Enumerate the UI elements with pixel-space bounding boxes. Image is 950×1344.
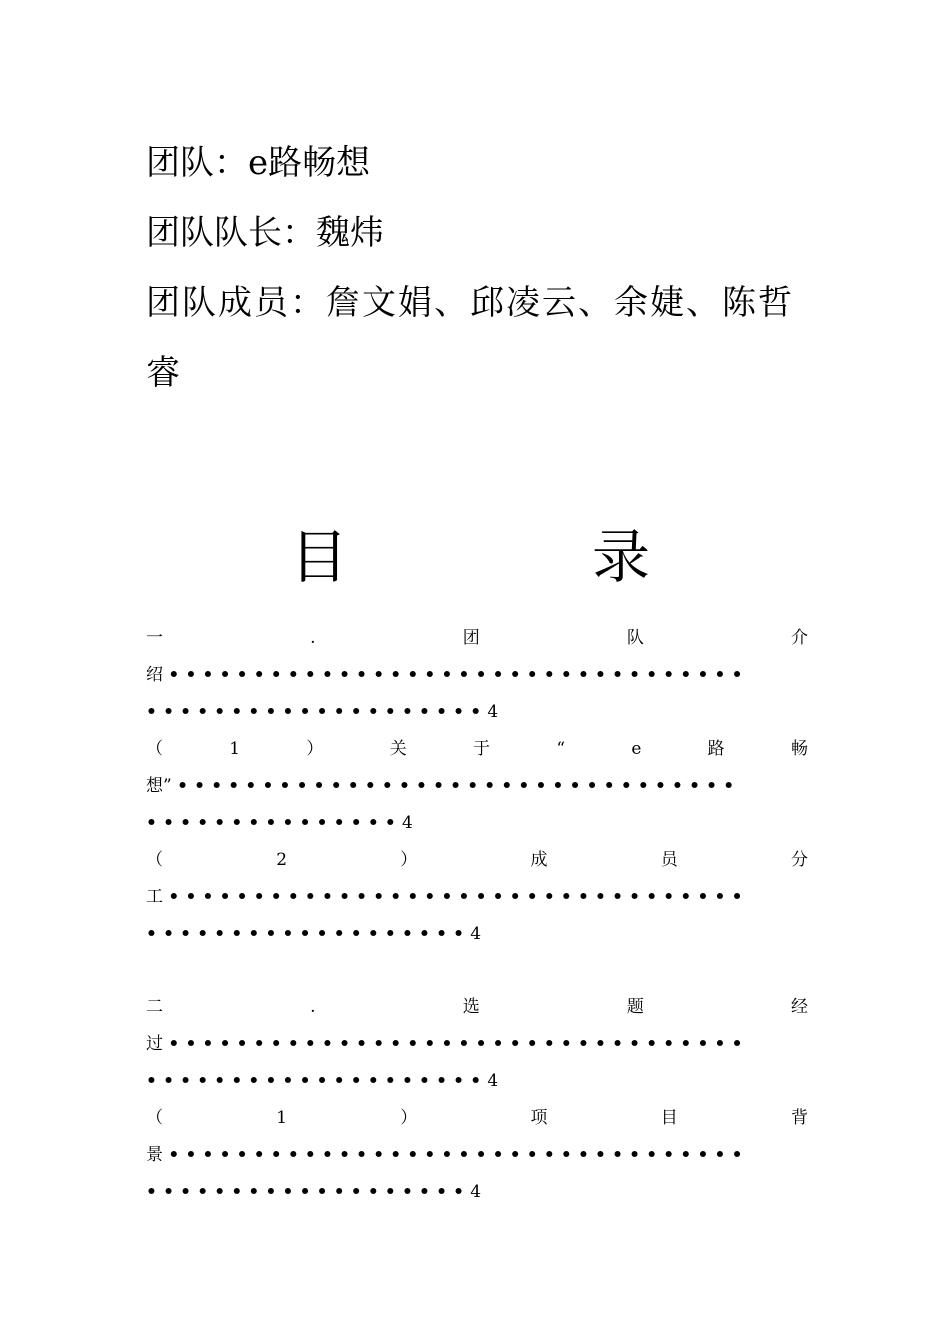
toc-entry-heading — [146, 620, 808, 657]
toc-char: ） — [306, 739, 324, 759]
toc-char: 关 — [389, 739, 407, 759]
table-of-contents — [146, 620, 808, 1211]
toc-entry-page-row — [146, 1174, 808, 1211]
toc-leader-dots: •••••••••••••••••••• — [146, 702, 488, 722]
toc-char: 2 — [276, 850, 288, 870]
toc-char: 经 — [790, 997, 808, 1017]
toc-entry-leader-row — [146, 768, 808, 805]
toc-char: 过 — [146, 1034, 163, 1054]
toc-entry-heading — [146, 989, 808, 1026]
toc-page-number: 4 — [402, 813, 413, 833]
toc-leader-dots: •••••••••••••••••••••••••••••••••• — [168, 665, 749, 685]
toc-char: 项 — [530, 1108, 548, 1128]
toc-char: e — [631, 739, 642, 759]
toc-entry-page-row — [146, 805, 808, 842]
toc-title-char-2: 录 — [591, 523, 650, 591]
toc-char: （ — [146, 1108, 163, 1128]
toc-char: 1 — [229, 739, 241, 759]
toc-leader-dots: ••••••••••••••• — [146, 813, 402, 833]
toc-leader-dots: •••••••••••••••••••••••••••••••••• — [168, 1034, 749, 1054]
toc-char: ） — [400, 850, 418, 870]
toc-entry-team-intro[interactable] — [146, 620, 808, 731]
toc-char: 题 — [626, 997, 644, 1017]
toc-entry-leader-row — [146, 879, 808, 916]
toc-leader-dots: ••••••••••••••••••••••••••••••••• — [177, 776, 741, 796]
toc-entry-topic-selection[interactable] — [146, 989, 808, 1100]
toc-entry-leader-row — [146, 1026, 808, 1063]
toc-char: 路 — [707, 739, 725, 759]
toc-char: （ — [146, 850, 163, 870]
toc-char: 成 — [530, 850, 548, 870]
team-name: 团队：e路畅想 — [146, 143, 371, 183]
toc-char: 畅 — [790, 739, 808, 759]
toc-page-number: 4 — [487, 702, 499, 722]
toc-entry-heading — [146, 731, 808, 768]
toc-leader-dots: •••••••••••••••••••• — [146, 1071, 488, 1091]
toc-title — [290, 522, 650, 592]
team-info — [146, 128, 810, 408]
toc-char: 想” — [146, 776, 172, 796]
toc-entry-leader-row — [146, 1137, 808, 1174]
toc-entry-about[interactable] — [146, 731, 808, 842]
toc-char: 景 — [146, 1145, 163, 1165]
toc-leader-dots: •••••••••••••••••••••••••••••••••• — [168, 887, 749, 907]
toc-page-number: 4 — [470, 924, 482, 944]
toc-char: 团 — [462, 628, 480, 648]
toc-char: . — [310, 628, 316, 648]
toc-entry-page-row — [146, 916, 808, 953]
toc-char: 于 — [473, 739, 491, 759]
team-leader: 团队队长：魏炜 — [146, 213, 384, 253]
toc-char: ） — [400, 1108, 418, 1128]
toc-leader-dots: •••••••••••••••••••••••••••••••••• — [168, 1145, 749, 1165]
toc-char: 介 — [790, 628, 808, 648]
toc-char: 工 — [146, 887, 163, 907]
toc-leader-dots: ••••••••••••••••••• — [146, 1182, 471, 1202]
toc-char: 1 — [276, 1108, 288, 1128]
toc-char: 背 — [791, 1108, 808, 1128]
toc-char: 员 — [660, 850, 678, 870]
toc-page-number: 4 — [487, 1071, 499, 1091]
toc-char: 选 — [462, 997, 480, 1017]
toc-page-number: 4 — [470, 1182, 482, 1202]
toc-char: 目 — [660, 1108, 678, 1128]
toc-char: 一 — [146, 628, 163, 648]
toc-char: . — [310, 997, 316, 1017]
toc-char: 队 — [626, 628, 644, 648]
toc-char: （ — [146, 739, 163, 759]
toc-entry-background[interactable] — [146, 1100, 808, 1211]
toc-char: “ — [556, 739, 566, 759]
toc-char: 二 — [146, 997, 163, 1017]
toc-entry-leader-row — [146, 657, 808, 694]
toc-entry-page-row — [146, 1063, 808, 1100]
team-members: 团队成员：詹文娟、邱凌云、余婕、陈哲睿 — [146, 283, 794, 393]
toc-entry-page-row — [146, 694, 808, 731]
toc-char: 分 — [791, 850, 808, 870]
toc-char: 绍 — [146, 665, 163, 685]
toc-entry-heading — [146, 1100, 808, 1137]
toc-title-char-1: 目 — [290, 523, 349, 591]
toc-entry-heading — [146, 842, 808, 879]
toc-entry-roles[interactable] — [146, 842, 808, 953]
toc-leader-dots: ••••••••••••••••••• — [146, 924, 471, 944]
